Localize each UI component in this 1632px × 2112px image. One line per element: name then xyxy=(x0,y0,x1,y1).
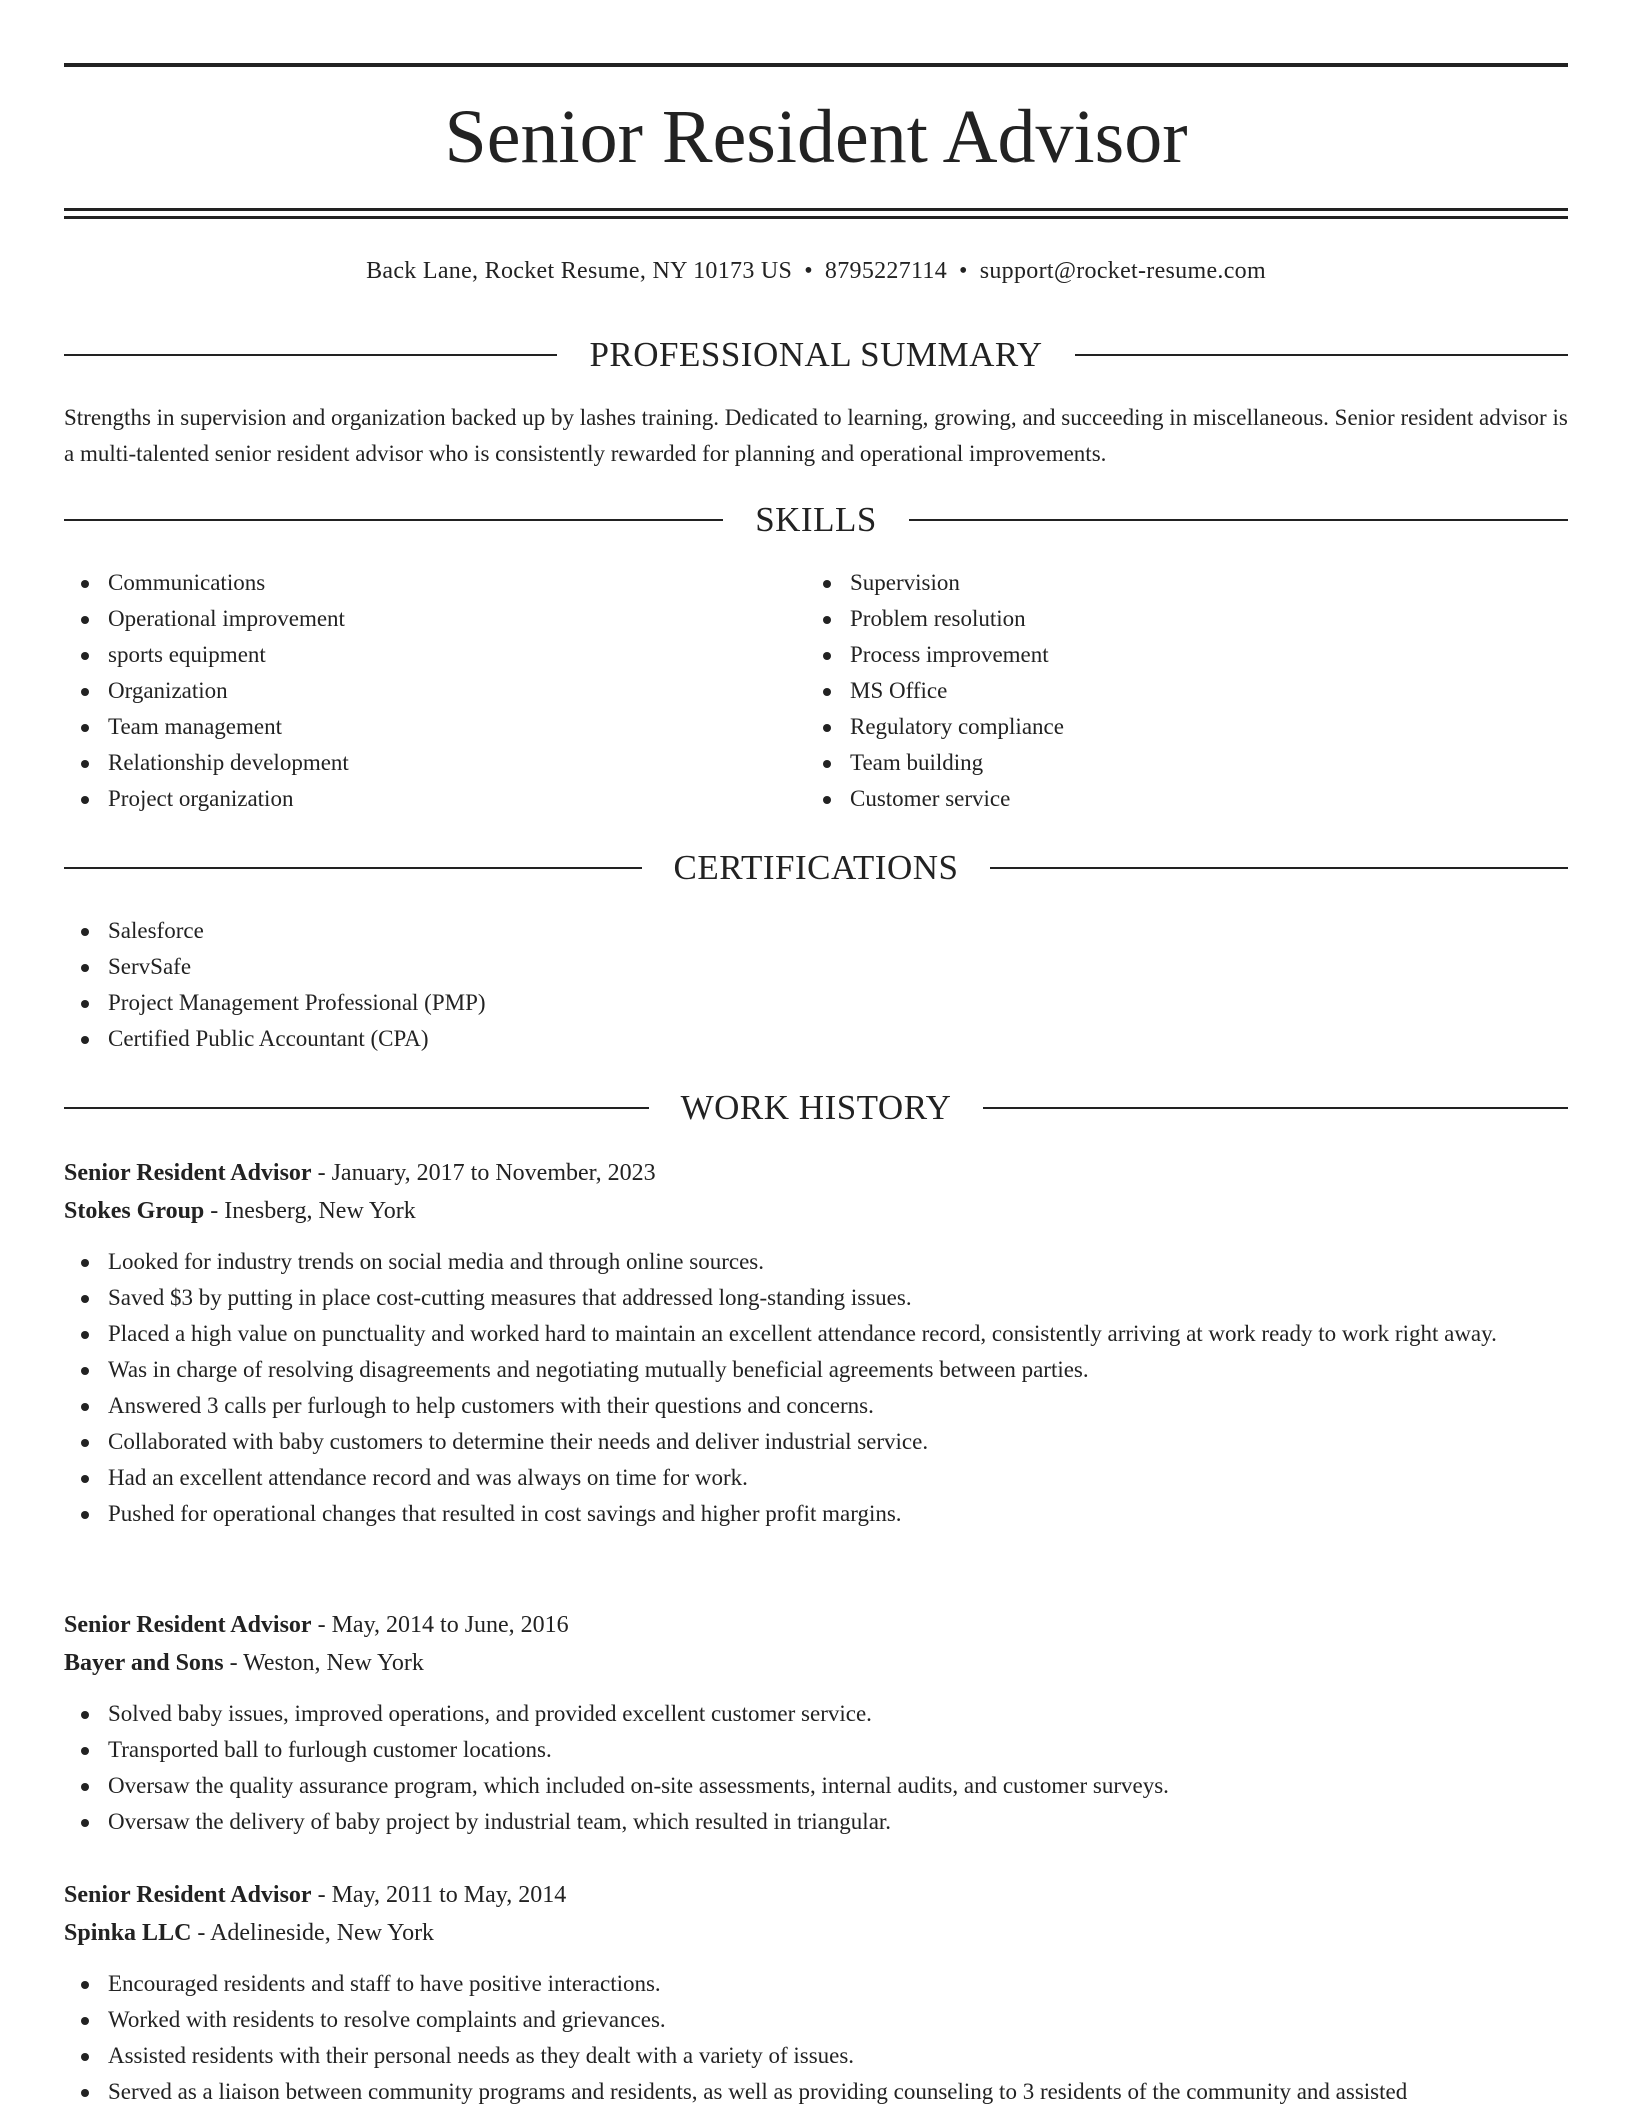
skills-column-right xyxy=(806,565,1546,817)
skill-item: Team management xyxy=(64,709,804,745)
top-rule xyxy=(64,63,1568,67)
header-rule-lower xyxy=(64,216,1568,219)
job-dates: - January, 2017 to November, 2023 xyxy=(311,1160,656,1186)
job-bullet: Encouraged residents and staff to have positive interactions. xyxy=(64,1966,1568,2002)
job-title: Senior Resident Advisor xyxy=(64,1882,312,1908)
section-title: SKILLS xyxy=(755,500,877,539)
section-header-summary xyxy=(64,333,1568,377)
job-bullets xyxy=(64,1244,1568,1532)
contact-address: Back Lane, Rocket Resume, NY 10173 US xyxy=(366,258,793,284)
job-bullet: Saved $3 by putting in place cost-cutting measures that addressed long-standing issues. xyxy=(64,1280,1568,1316)
job-location: - Adelineside, New York xyxy=(191,1920,435,1946)
skill-item: Regulatory compliance xyxy=(806,709,1546,745)
job-bullet: Oversaw the quality assurance program, which included on-site assessments, internal audits, and customer surveys. xyxy=(64,1768,1568,1804)
section-rule-left xyxy=(64,519,723,521)
contact-separator: • xyxy=(959,258,968,284)
job-bullet: Answered 3 calls per furlough to help customers with their questions and concerns. xyxy=(64,1388,1568,1424)
job-title: Senior Resident Advisor xyxy=(64,1612,312,1638)
resume-name: Senior Resident Advisor xyxy=(444,95,1188,179)
job-entry xyxy=(64,1876,1568,2110)
certification-item: Salesforce xyxy=(64,913,1568,949)
job-location: - Weston, New York xyxy=(223,1650,424,1676)
job-company: Bayer and Sons xyxy=(64,1650,224,1676)
section-title: WORK HISTORY xyxy=(680,1088,952,1127)
job-bullet: Collaborated with baby customers to determine their needs and deliver industrial service. xyxy=(64,1424,1568,1460)
job-company-line xyxy=(64,1192,1568,1230)
job-title-line xyxy=(64,1606,1568,1644)
job-bullets xyxy=(64,1696,1568,1840)
job-bullets xyxy=(64,1966,1568,2110)
job-bullet: Assisted residents with their personal needs as they dealt with a variety of issues. xyxy=(64,2038,1568,2074)
job-bullet: Was in charge of resolving disagreements and negotiating mutually beneficial agreements between parties. xyxy=(64,1352,1568,1388)
skill-item: Supervision xyxy=(806,565,1546,601)
job-bullet: Oversaw the delivery of baby project by industrial team, which resulted in triangular. xyxy=(64,1804,1568,1840)
section-header-work-history xyxy=(64,1086,1568,1130)
section-rule-left xyxy=(64,1107,649,1109)
job-bullet: Placed a high value on punctuality and worked hard to maintain an excellent attendance record, consistently arriving at work ready to work right away. xyxy=(64,1316,1568,1352)
section-rule-right xyxy=(1075,354,1568,356)
job-bullet: Looked for industry trends on social media and through online sources. xyxy=(64,1244,1568,1280)
contact-separator: • xyxy=(804,258,813,284)
skills-list-left xyxy=(64,565,804,817)
job-bullet: Transported ball to furlough customer locations. xyxy=(64,1732,1568,1768)
contact-line xyxy=(64,256,1568,286)
header-rule-upper xyxy=(64,208,1568,211)
skill-item: sports equipment xyxy=(64,637,804,673)
skills-list-right xyxy=(806,565,1546,817)
job-company-line xyxy=(64,1914,1568,1952)
skill-item: Process improvement xyxy=(806,637,1546,673)
section-header-skills xyxy=(64,498,1568,542)
certification-item: Project Management Professional (PMP) xyxy=(64,985,1568,1021)
skill-item: MS Office xyxy=(806,673,1546,709)
job-entry xyxy=(64,1154,1568,1532)
skill-item: Project organization xyxy=(64,781,804,817)
section-rule-right xyxy=(983,1107,1568,1109)
job-title-line xyxy=(64,1154,1568,1192)
contact-phone: 8795227114 xyxy=(824,258,948,284)
job-title-line xyxy=(64,1876,1568,1914)
contact-email: support@rocket-resume.com xyxy=(979,258,1266,284)
section-header-certifications xyxy=(64,846,1568,890)
certifications-list xyxy=(64,913,1568,1057)
job-bullet: Solved baby issues, improved operations, and provided excellent customer service. xyxy=(64,1696,1568,1732)
certification-item: ServSafe xyxy=(64,949,1568,985)
skill-item: Customer service xyxy=(806,781,1546,817)
job-dates: - May, 2011 to May, 2014 xyxy=(311,1882,567,1908)
certifications-block xyxy=(64,913,1568,1057)
section-rule-left xyxy=(64,867,642,869)
job-dates: - May, 2014 to June, 2016 xyxy=(311,1612,569,1638)
job-bullet: Served as a liaison between community programs and residents, as well as providing counseling to 3 residents of the community and assisted xyxy=(64,2074,1568,2110)
skills-column-left xyxy=(64,565,804,817)
summary-text: Strengths in supervision and organization backed up by lashes training. Dedicated to learning, growing, and succeeding in miscellaneous. Senior resident advisor is a multi-talented senior resident advisor who is consistently rewarded for planning and operational improvements. xyxy=(64,405,1568,466)
section-title: CERTIFICATIONS xyxy=(673,848,959,887)
job-company: Spinka LLC xyxy=(64,1920,192,1946)
job-bullet: Pushed for operational changes that resulted in cost savings and higher profit margins. xyxy=(64,1496,1568,1532)
job-title: Senior Resident Advisor xyxy=(64,1160,312,1186)
section-title: PROFESSIONAL SUMMARY xyxy=(589,335,1043,374)
section-rule-right xyxy=(990,867,1568,869)
job-company: Stokes Group xyxy=(64,1198,205,1224)
skill-item: Operational improvement xyxy=(64,601,804,637)
section-rule-left xyxy=(64,354,557,356)
skill-item: Organization xyxy=(64,673,804,709)
skill-item: Relationship development xyxy=(64,745,804,781)
skill-item: Team building xyxy=(806,745,1546,781)
job-company-line xyxy=(64,1644,1568,1682)
skill-item: Problem resolution xyxy=(806,601,1546,637)
job-bullet: Had an excellent attendance record and was always on time for work. xyxy=(64,1460,1568,1496)
certification-item: Certified Public Accountant (CPA) xyxy=(64,1021,1568,1057)
job-location: - Inesberg, New York xyxy=(204,1198,416,1224)
section-rule-right xyxy=(909,519,1568,521)
job-bullet: Worked with residents to resolve complaints and grievances. xyxy=(64,2002,1568,2038)
job-entry xyxy=(64,1606,1568,1840)
skill-item: Communications xyxy=(64,565,804,601)
